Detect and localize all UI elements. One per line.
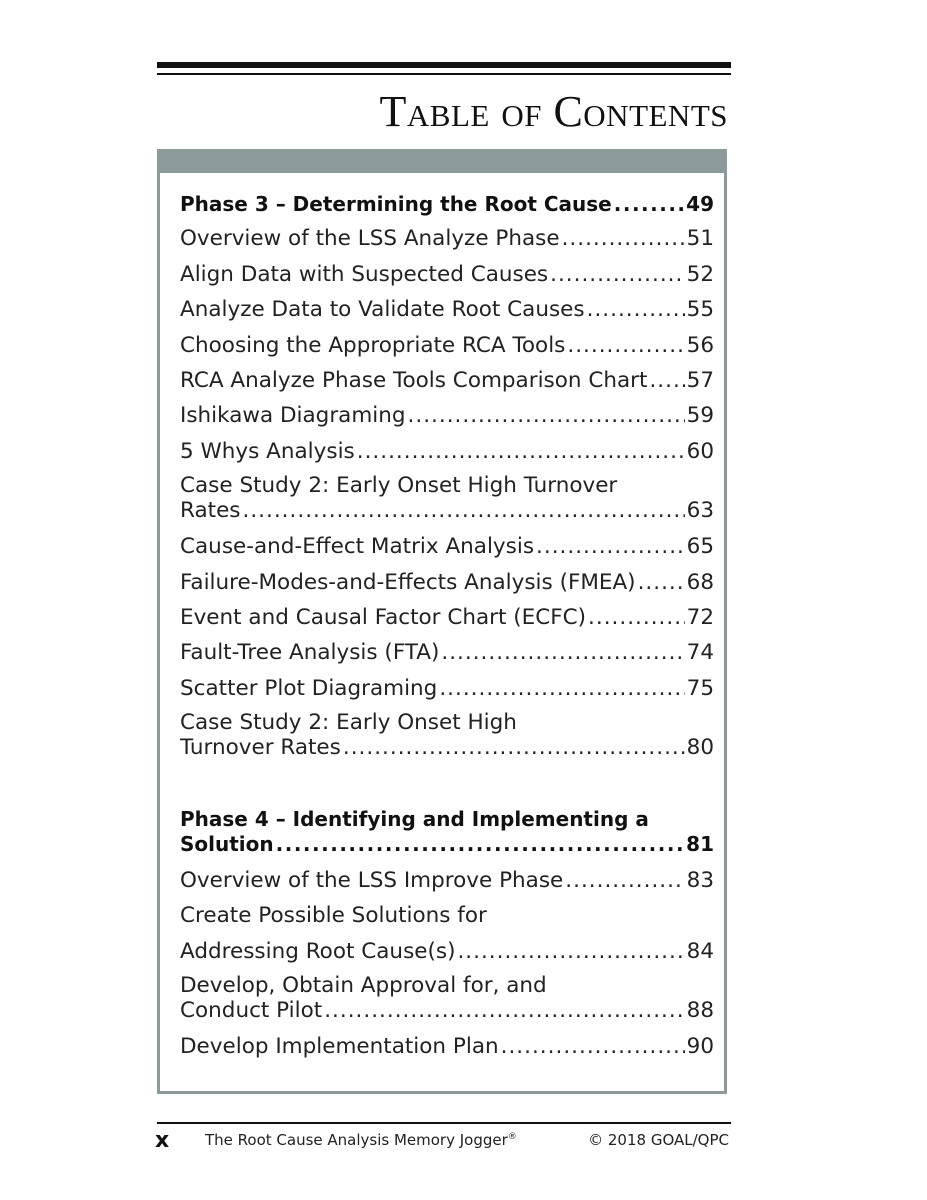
toc-leader-dots [565,867,684,895]
toc-entry-label: RCA Analyze Phase Tools Comparison Chart [180,367,648,393]
toc-entry-label: Addressing Root Cause(s) [180,938,456,964]
toc-entry[interactable] [180,639,714,674]
toc-leader-dots [588,604,685,632]
toc-entry-label: Cause-and-Effect Matrix Analysis [180,534,535,560]
toc-leader-dots [501,1033,685,1061]
toc-leader-dots [357,438,685,466]
toc-page-number: 81 [686,832,714,857]
toc-page-number: 60 [686,438,714,464]
toc-phase-heading[interactable] [180,807,714,867]
header-rule-thick [157,62,731,68]
toc-page-number: 90 [686,1034,714,1060]
toc-entry[interactable] [180,710,714,770]
toc-entry-label: Ishikawa Diagraming [180,403,406,429]
toc-page-number: 52 [686,261,714,287]
toc-page-number: 57 [686,367,714,393]
toc-entry-label: Create Possible Solutions for [180,903,487,929]
toc-entry[interactable] [180,938,714,973]
toc-page-number: 74 [686,640,714,666]
toc-page-number: 88 [686,998,714,1024]
toc-entry[interactable] [180,902,714,937]
toc-leader-dots [638,569,685,597]
toc-entry[interactable] [180,604,714,639]
registered-trademark-mark: ® [507,1132,517,1142]
toc-leader-dots [408,402,685,430]
toc-entry[interactable] [180,973,714,1033]
toc-entry-label: Analyze Data to Validate Root Causes [180,297,585,323]
toc-entry-label: Failure-Modes-and-Effects Analysis (FMEA) [180,569,636,595]
toc-page-number: 83 [686,868,714,894]
toc-page-number: 51 [686,226,714,252]
toc-page-number: 80 [686,735,714,761]
toc-entry[interactable] [180,675,714,710]
toc-entry[interactable] [180,367,714,402]
toc-entry[interactable] [180,867,714,902]
toc-leader-dots [550,261,685,289]
toc-page-number: 75 [686,675,714,701]
contents-box-header-band [160,152,724,173]
toc-entry[interactable] [180,225,714,260]
toc-entry-label: Align Data with Suspected Causes [180,261,549,287]
toc-entry-label: Overview of the LSS Analyze Phase [180,226,560,252]
toc-entry-label: Scatter Plot Diagraming [180,675,438,701]
toc-entry-label-continued: Turnover Rates [180,735,341,761]
toc-entry-label: Overview of the LSS Improve Phase [180,868,564,894]
toc-phase-label: Phase 4 – Identifying and Implementing a [180,807,649,832]
toc-phase-label-continued: Solution [180,832,274,857]
toc-entry[interactable] [180,402,714,437]
toc-leader-dots [243,498,685,523]
toc-entry-label: Develop, Obtain Approval for, and [180,973,547,999]
toc-phase-label: Phase 3 – Determining the Root Cause [180,192,612,216]
footer-copyright: © 2018 GOAL/QPC [588,1131,729,1149]
toc-page-number: 49 [686,192,714,216]
footer-book-title-text: The Root Cause Analysis Memory Jogger [205,1131,508,1149]
toc-page-number: 68 [686,569,714,595]
toc-entry-label: Case Study 2: Early Onset High [180,710,517,736]
toc-entry[interactable] [180,332,714,367]
header-rule-thin [157,73,731,75]
toc-page-number: 84 [686,938,714,964]
toc-entry-label-continued: Conduct Pilot [180,998,323,1024]
page-title: Table of Contents [379,87,728,136]
toc-entry-label: Event and Causal Factor Chart (ECFC) [180,604,587,630]
toc-entry-label: 5 Whys Analysis [180,438,355,464]
toc-entry-label: Fault-Tree Analysis (FTA) [180,640,440,666]
toc-page-number: 59 [686,403,714,429]
toc-leader-dots [567,332,684,360]
toc-entry-label: Case Study 2: Early Onset High Turnover [180,473,618,499]
toc-entry[interactable] [180,261,714,296]
toc-leader-dots [276,832,685,857]
toc-leader-dots [441,639,684,667]
footer-rule [157,1122,731,1124]
toc-entry[interactable] [180,438,714,473]
toc-leader-dots [439,675,684,703]
footer-page-number: x [155,1128,170,1153]
toc-entry[interactable] [180,473,714,533]
toc-leader-dots [614,190,684,218]
toc-leader-dots [649,367,684,395]
toc-leader-dots [457,938,684,966]
toc-entry-label: Choosing the Appropriate RCA Tools [180,332,566,358]
toc-page-number: 65 [686,534,714,560]
toc-page-number: 56 [686,332,714,358]
toc-entry[interactable] [180,533,714,568]
toc-leader-dots [587,296,685,324]
toc-leader-dots [562,225,685,253]
section-spacer [180,770,714,807]
toc-entry[interactable] [180,569,714,604]
toc-entry-label-continued: Rates [180,498,241,524]
toc-page-number: 63 [686,498,714,524]
toc-entry-label: Develop Implementation Plan [180,1034,499,1060]
toc-phase-heading[interactable] [180,190,714,225]
toc-leader-dots [536,533,685,561]
toc-list [180,190,714,1069]
toc-leader-dots [324,998,684,1023]
toc-entry[interactable] [180,296,714,331]
toc-leader-dots [343,735,685,760]
footer-book-title [205,1131,517,1149]
toc-page-number: 55 [686,297,714,323]
toc-entry[interactable] [180,1033,714,1068]
toc-page-number: 72 [686,604,714,630]
